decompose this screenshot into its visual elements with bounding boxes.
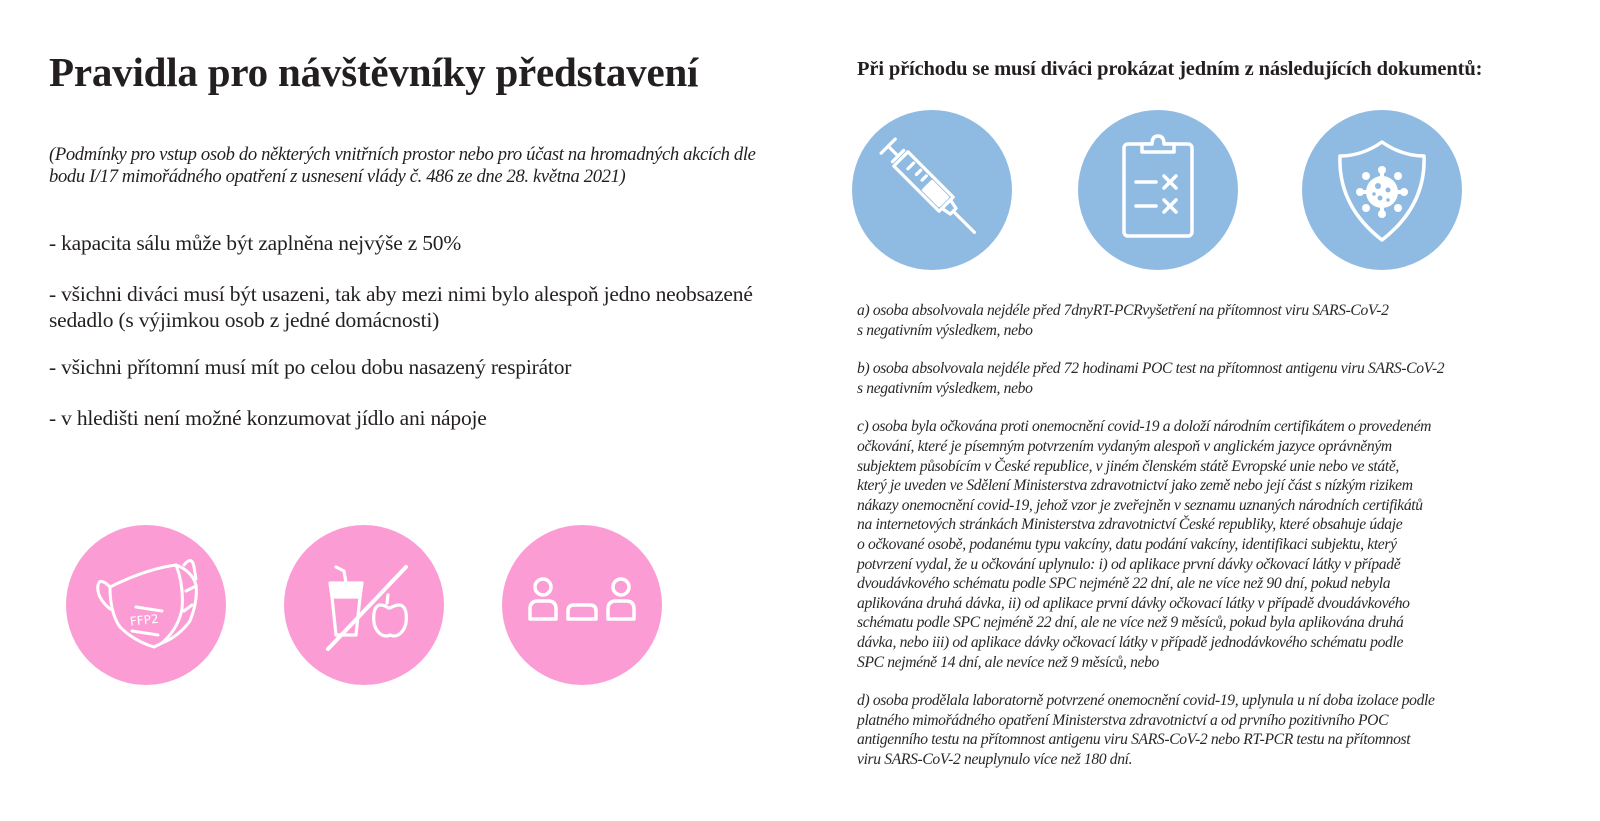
syringe-icon [852, 110, 1012, 270]
rules-list [49, 230, 769, 456]
document-option-antigen-test: b) osoba absolvovala nejdéle před 72 hodinami POC test na přítomnost antigenu viru SARS-CoV-2 s negativním výsledkem, nebo [857, 360, 1445, 397]
rule-no-food: - v hledišti není možné konzumovat jídlo ani nápoje [49, 406, 487, 430]
test-clipboard-icon [1078, 110, 1238, 270]
svg-text:FFP2: FFP2 [129, 611, 160, 629]
document-option-vaccination: c) osoba byla očkována proti onemocnění covid-19 a doloží národním certifikátem o provedeném očkování, které je písemným potvrzením vydaným alespoň v anglickém jazyce oprávněným subjektem působícím v České republice, v jiném členském státě Evropské unie nebo ve státě, který je uveden ve Sdělení Ministerstva zdravotnictví jako země nebo její část s nízkým rizikem nákazy onemocnění covid-19, jehož vzor je zveřejněn v seznamu uznaných národních certifikátů na internetových stránkách Ministerstva zdravotnictví České republiky, které obsahuje údaje o očkované osobě, podanému typu vakcíny, datu podání vakcíny, identifikaci subjektu, který potvrzení vydal, že u očkování uplynulo: i) od aplikace první dávky očkovací látky v případě dvoudávkového schématu podle SPC nejméně 22 dní, ale ne více než 90 dní, pokud nebyla aplikována druhá dávka, ii) od aplikace první dávky očkovací látky v případě dvoudávkového schématu podle SPC nejméně 22 dní, ale ne více než 9 měsíců, pokud byla aplikována druhá dávka, nebo iii) od aplikace dávky očkovací látky v případě jednodávkového schématu podle SPC nejméně 14 dní, ale nevíce než 9 měsíců, nebo [857, 418, 1432, 671]
rule-respirator: - všichni přítomní musí mít po celou dobu nasazený respirátor [49, 355, 572, 379]
legal-basis-note: (Podmínky pro vstup osob do některých vnitřních prostor nebo pro účast na hromadných akcích dle bodu I/17 mimořádného opatření z usnesení vlády č. 486 ze dne 28. května 2021) [49, 144, 756, 187]
ffp2-mask-icon [66, 525, 226, 685]
distanced-seating-icon [502, 525, 662, 685]
documents-list [857, 301, 1577, 788]
document-option-recovered: d) osoba prodělala laboratorně potvrzené onemocnění covid-19, uplynula u ní doba izolace podle platného mimořádného opatření Ministerstva zdravotnictví a od prvního pozitivního POC antigenního testu na přítomnost antigenu viru SARS-CoV-2 nebo RT-PCR testu na přítomnost viru SARS-CoV-2 neuplynulo více než 180 dní. [857, 692, 1435, 768]
virus-shield-icon [1302, 110, 1462, 270]
page-title: Pravidla pro návštěvníky představení [49, 49, 699, 95]
rule-capacity: - kapacita sálu může být zaplněna nejvýše z 50% [49, 231, 462, 255]
rule-seating-distance: - všichni diváci musí být usazeni, tak aby mezi nimi bylo alespoň jedno neobsazené sedadlo (s výjimkou osob z jedné domácnosti) [49, 282, 753, 332]
document-option-pcr-test: a) osoba absolvovala nejdéle před 7dnyRT-PCRvyšetření na přítomnost viru SARS-CoV-2 s negativním výsledkem, nebo [857, 302, 1389, 339]
documents-heading: Při příchodu se musí diváci prokázat jedním z následujících dokumentů: [857, 58, 1483, 80]
no-food-drink-icon [284, 525, 444, 685]
